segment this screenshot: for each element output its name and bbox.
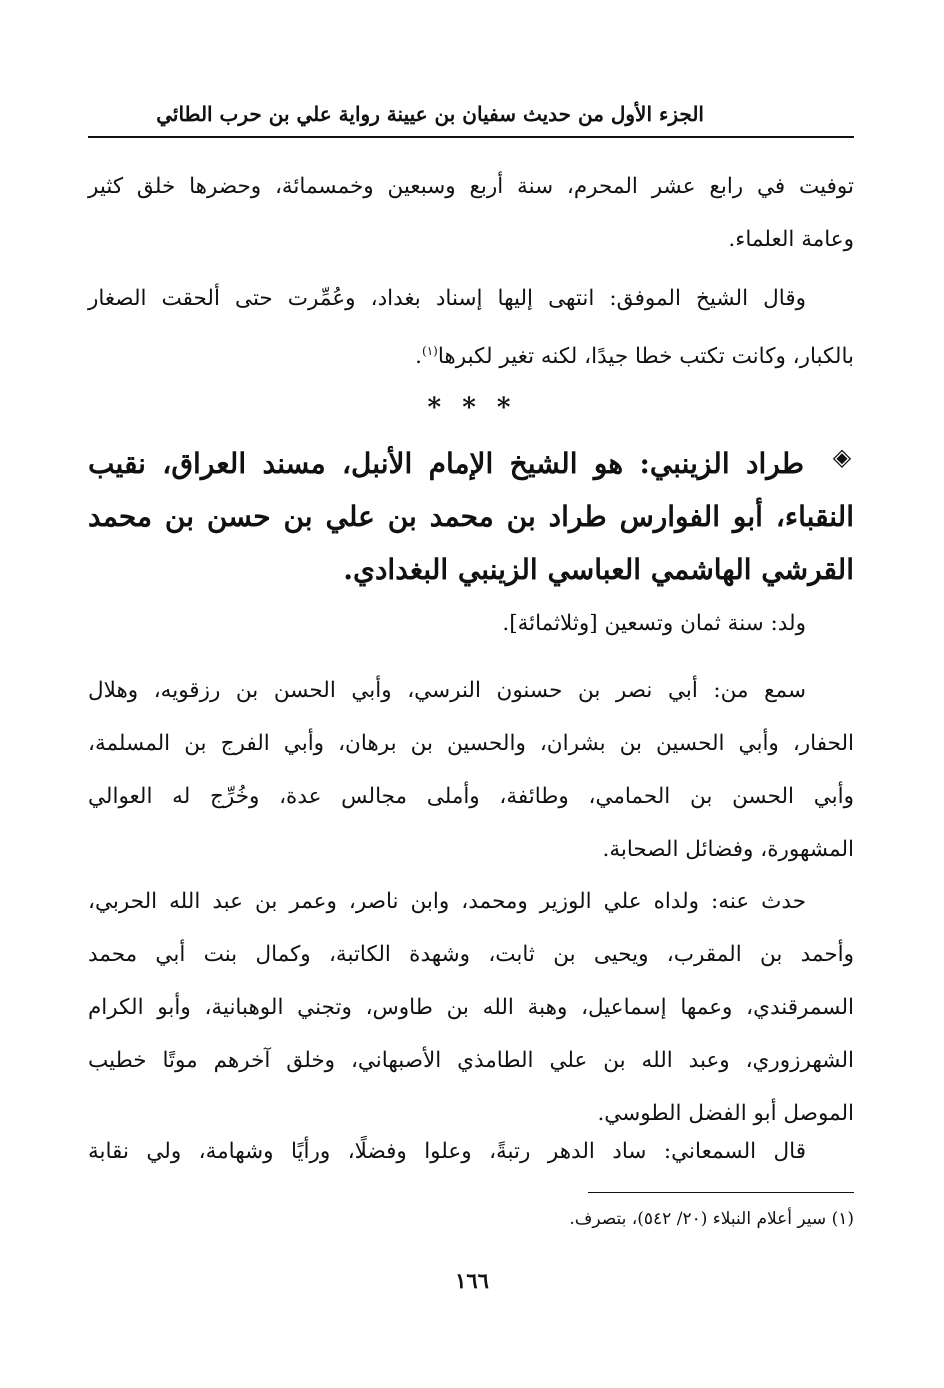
text-line: وأحمد بن المقرب، ويحيى بن ثابت، وشهدة الكاتبة، وكمال بنت أبي محمد <box>88 942 854 967</box>
biography-heading <box>88 437 854 596</box>
footnote-divider <box>588 1192 854 1193</box>
text-segment: . <box>415 344 423 370</box>
page-number: ١٦٦ <box>455 1268 489 1293</box>
footnote: (١) سير أعلام النبلاء (٢٠/ ٥٤٢)، بتصرف. <box>569 1209 854 1229</box>
header-title: الجزء الأول من حديث سفيان بن عيينة رواية علي بن حرب الطائي <box>156 102 704 126</box>
text-line: سمع من: أبي نصر بن حسنون النرسي، وأبي الحسن بن رزقويه، وهلال <box>88 678 806 703</box>
text-segment: بالكبار، وكانت تكتب خطا جيدًا، لكنه تغير لكبرها <box>437 344 854 370</box>
text-line: المشهورة، وفضائل الصحابة. <box>602 837 854 862</box>
text-line: وأبي الحسن بن الحمامي، وطائفة، وأملى مجالس عدة، وخُرِّج له العوالي <box>88 784 854 809</box>
heading-line: طراد الزينبي: هو الشيخ الإمام الأنبل، مسند العراق، نقيب <box>88 447 804 480</box>
paragraph-muwaffaq-quote <box>88 272 854 383</box>
text-line: وعامة العلماء. <box>728 227 854 252</box>
running-header <box>88 100 854 138</box>
text-line: الشهرزوري، وعبد الله بن علي الطامذي الأصبهاني، وخلق آخرهم موتًا خطيب <box>88 1048 854 1073</box>
text-line: حدث عنه: ولداه علي الوزير ومحمد، وابن ناصر، وعمر بن عبد الله الحربي، <box>88 889 806 914</box>
section-separator: * * * <box>427 393 517 423</box>
text-line <box>88 325 854 383</box>
footnote-marker[interactable]: (١) <box>422 344 438 358</box>
text-line: قال السمعاني: ساد الدهر رتبةً، وعلوا وفضلًا، ورأيًا وشهامة، ولي نقابة <box>88 1139 806 1164</box>
text-line: توفيت في رابع عشر المحرم، سنة أربع وسبعين وخمسمائة، وحضرها خلق كثير <box>88 174 854 199</box>
text-line: وقال الشيخ الموفق: انتهى إليها إسناد بغداد، وعُمِّرت حتى ألحقت الصغار <box>88 286 806 311</box>
text-line: ولد: سنة ثمان وتسعين [وثلاثمائة]. <box>502 611 806 636</box>
paragraph-heard-from <box>88 664 854 876</box>
paragraph-narrated-from-him <box>88 875 854 1140</box>
heading-line: القرشي الهاشمي العباسي الزينبي البغدادي. <box>343 553 854 586</box>
paragraph-samani <box>88 1125 854 1178</box>
text-line: الموصل أبو الفضل الطوسي. <box>597 1101 854 1126</box>
text-line: السمرقندي، وعمها إسماعيل، وهبة الله بن طاوس، وتجني الوهبانية، وأبو الكرام <box>88 995 854 1020</box>
diamond-bullet-icon: ◈ <box>832 442 852 471</box>
paragraph-born <box>88 597 854 650</box>
paragraph-death <box>88 160 854 266</box>
heading-line: النقباء، أبو الفوارس طراد بن محمد بن علي بن حسن بن محمد <box>88 500 854 533</box>
text-line: الحفار، وأبي الحسين بن بشران، والحسين بن برهان، وأبي الفرج بن المسلمة، <box>88 731 854 756</box>
